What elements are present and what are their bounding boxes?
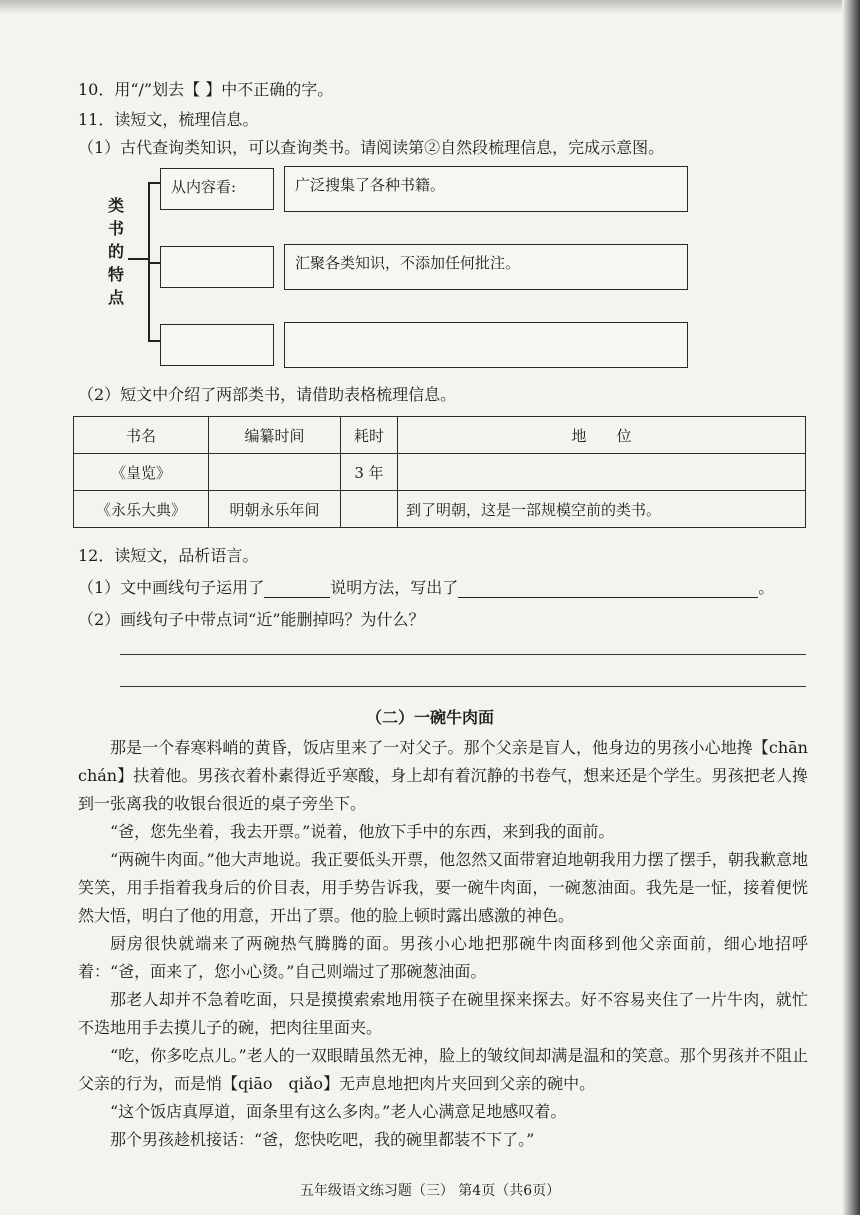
diagram-box-feature-1[interactable]: 广泛搜集了各种书籍。 [284,166,688,212]
table-header: 书名 [74,417,209,454]
table-cell-answer[interactable] [341,491,398,528]
story-paragraph: 厨房很快就端来了两碗热气腾腾的面。男孩小心地把那碗牛肉面移到他父亲面前，细心地招呼着：“爸，面来了，您小心烫。”自己则端过了那碗葱油面。 [78,934,808,981]
question-11-part-1: （1）古代查询类知识，可以查询类书。请阅读第②自然段梳理信息，完成示意图。 [78,138,665,157]
diagram-label-char: 特 [107,265,124,284]
scan-top-shadow [0,0,860,14]
table-cell: 《永乐大典》 [74,491,209,528]
scan-right-edge [842,0,860,1215]
question-10: 10．用“/”划去【 】中不正确的字。 [78,80,334,99]
table-cell: 到了明朝，这是一部规模空前的类书。 [398,491,806,528]
q12-1-text-b: 说明方法，写出了 [330,578,459,597]
answer-line[interactable] [120,654,806,655]
table-row [74,454,806,491]
diagram-box-aspect-2[interactable] [160,246,274,288]
story-paragraph: “吃，你多吃点儿。”老人的一双眼睛虽然无神，脸上的皱纹间却满是温和的笑意。那个男孩并不阻止父亲的行为，而是悄【qiāo qiǎo】无声息地把肉片夹回到父亲的碗中。 [78,1046,808,1093]
diagram-box-aspect-1: 从内容看: [160,168,274,210]
table-cell-answer[interactable] [398,454,806,491]
table-header-row [74,417,806,454]
answer-blank-method[interactable] [264,581,330,598]
bracket-arm-top [148,182,160,184]
table-cell-answer[interactable] [209,454,341,491]
answer-blank-effect[interactable] [458,581,758,598]
diagram-box-feature-2[interactable]: 汇聚各类知识，不添加任何批注。 [284,244,688,290]
story-paragraph: “爸，您先坐着，我去开票。”说着，他放下手中的东西，来到我的面前。 [110,822,615,841]
question-12-part-1 [78,578,774,598]
table-cell: 明朝永乐年间 [209,491,341,528]
diagram-label-char: 点 [107,288,124,307]
diagram-label-char: 的 [107,242,124,261]
table-header: 编纂时间 [209,417,341,454]
table-header: 耗时 [341,417,398,454]
question-12-part-2: （2）画线句子中带点词“近”能删掉吗？为什么？ [78,610,425,629]
diagram-label [104,194,128,309]
story-paragraph: 那老人却并不急着吃面，只是摸摸索索地用筷子在碗里探来探去。好不容易夹住了一片牛肉，就忙不迭地用手去摸儿子的碗，把肉往里面夹。 [78,990,808,1037]
question-11-part-2: （2）短文中介绍了两部类书，请借助表格梳理信息。 [78,385,457,404]
diagram-box-feature-3[interactable] [284,322,688,368]
story-paragraph: 那个男孩趁机接话：“爸，您快吃吧，我的碗里都装不下了。” [110,1130,535,1149]
question-11: 11．读短文，梳理信息。 [78,110,259,129]
book-info-table [73,416,806,528]
bracket-arm-middle [148,262,160,264]
table-cell: 3 年 [341,454,398,491]
story-paragraph: 那是一个春寒料峭的黄昏，饭店里来了一对父子。那个父亲是盲人，他身边的男孩小心地搀【chān chán】扶着他。男孩衣着朴素得近乎寒酸，身上却有着沉静的书卷气，想来还是个学生。男孩把老人搀到一张离我的收银台很近的桌子旁坐下。 [78,738,825,813]
story-text [78,734,825,1154]
diagram-label-char: 类 [107,196,124,215]
table-row [74,491,806,528]
story-title: （二）一碗牛肉面 [365,708,494,727]
story-paragraph: “两碗牛肉面。”他大声地说。我正要低头开票，他忽然又面带窘迫地朝我用力摆了摆手，朝我歉意地笑笑，用手指着我身后的价目表，用手势告诉我，要一碗牛肉面，一碗葱油面。我先是一怔，接着便恍然大悟，明白了他的用意，开出了票。他的脸上顿时露出感激的神色。 [78,850,808,925]
bracket-vertical [148,182,150,340]
bracket-arm-bottom [148,340,160,342]
answer-line[interactable] [120,686,806,687]
q12-1-text-c: 。 [758,578,775,597]
page-footer: 五年级语文练习题（三） 第4页（共6页） [299,1183,561,1199]
table-cell: 《皇览》 [74,454,209,491]
table-header: 地 位 [398,417,806,454]
diagram-box-aspect-3[interactable] [160,324,274,366]
q12-1-text-a: （1）文中画线句子运用了 [78,578,265,597]
question-12: 12．读短文，品析语言。 [78,546,259,565]
story-paragraph: “这个饭店真厚道，面条里有这么多肉。”老人心满意足地感叹着。 [110,1102,567,1121]
bracket-stem [128,258,148,260]
diagram-label-char: 书 [107,219,124,238]
